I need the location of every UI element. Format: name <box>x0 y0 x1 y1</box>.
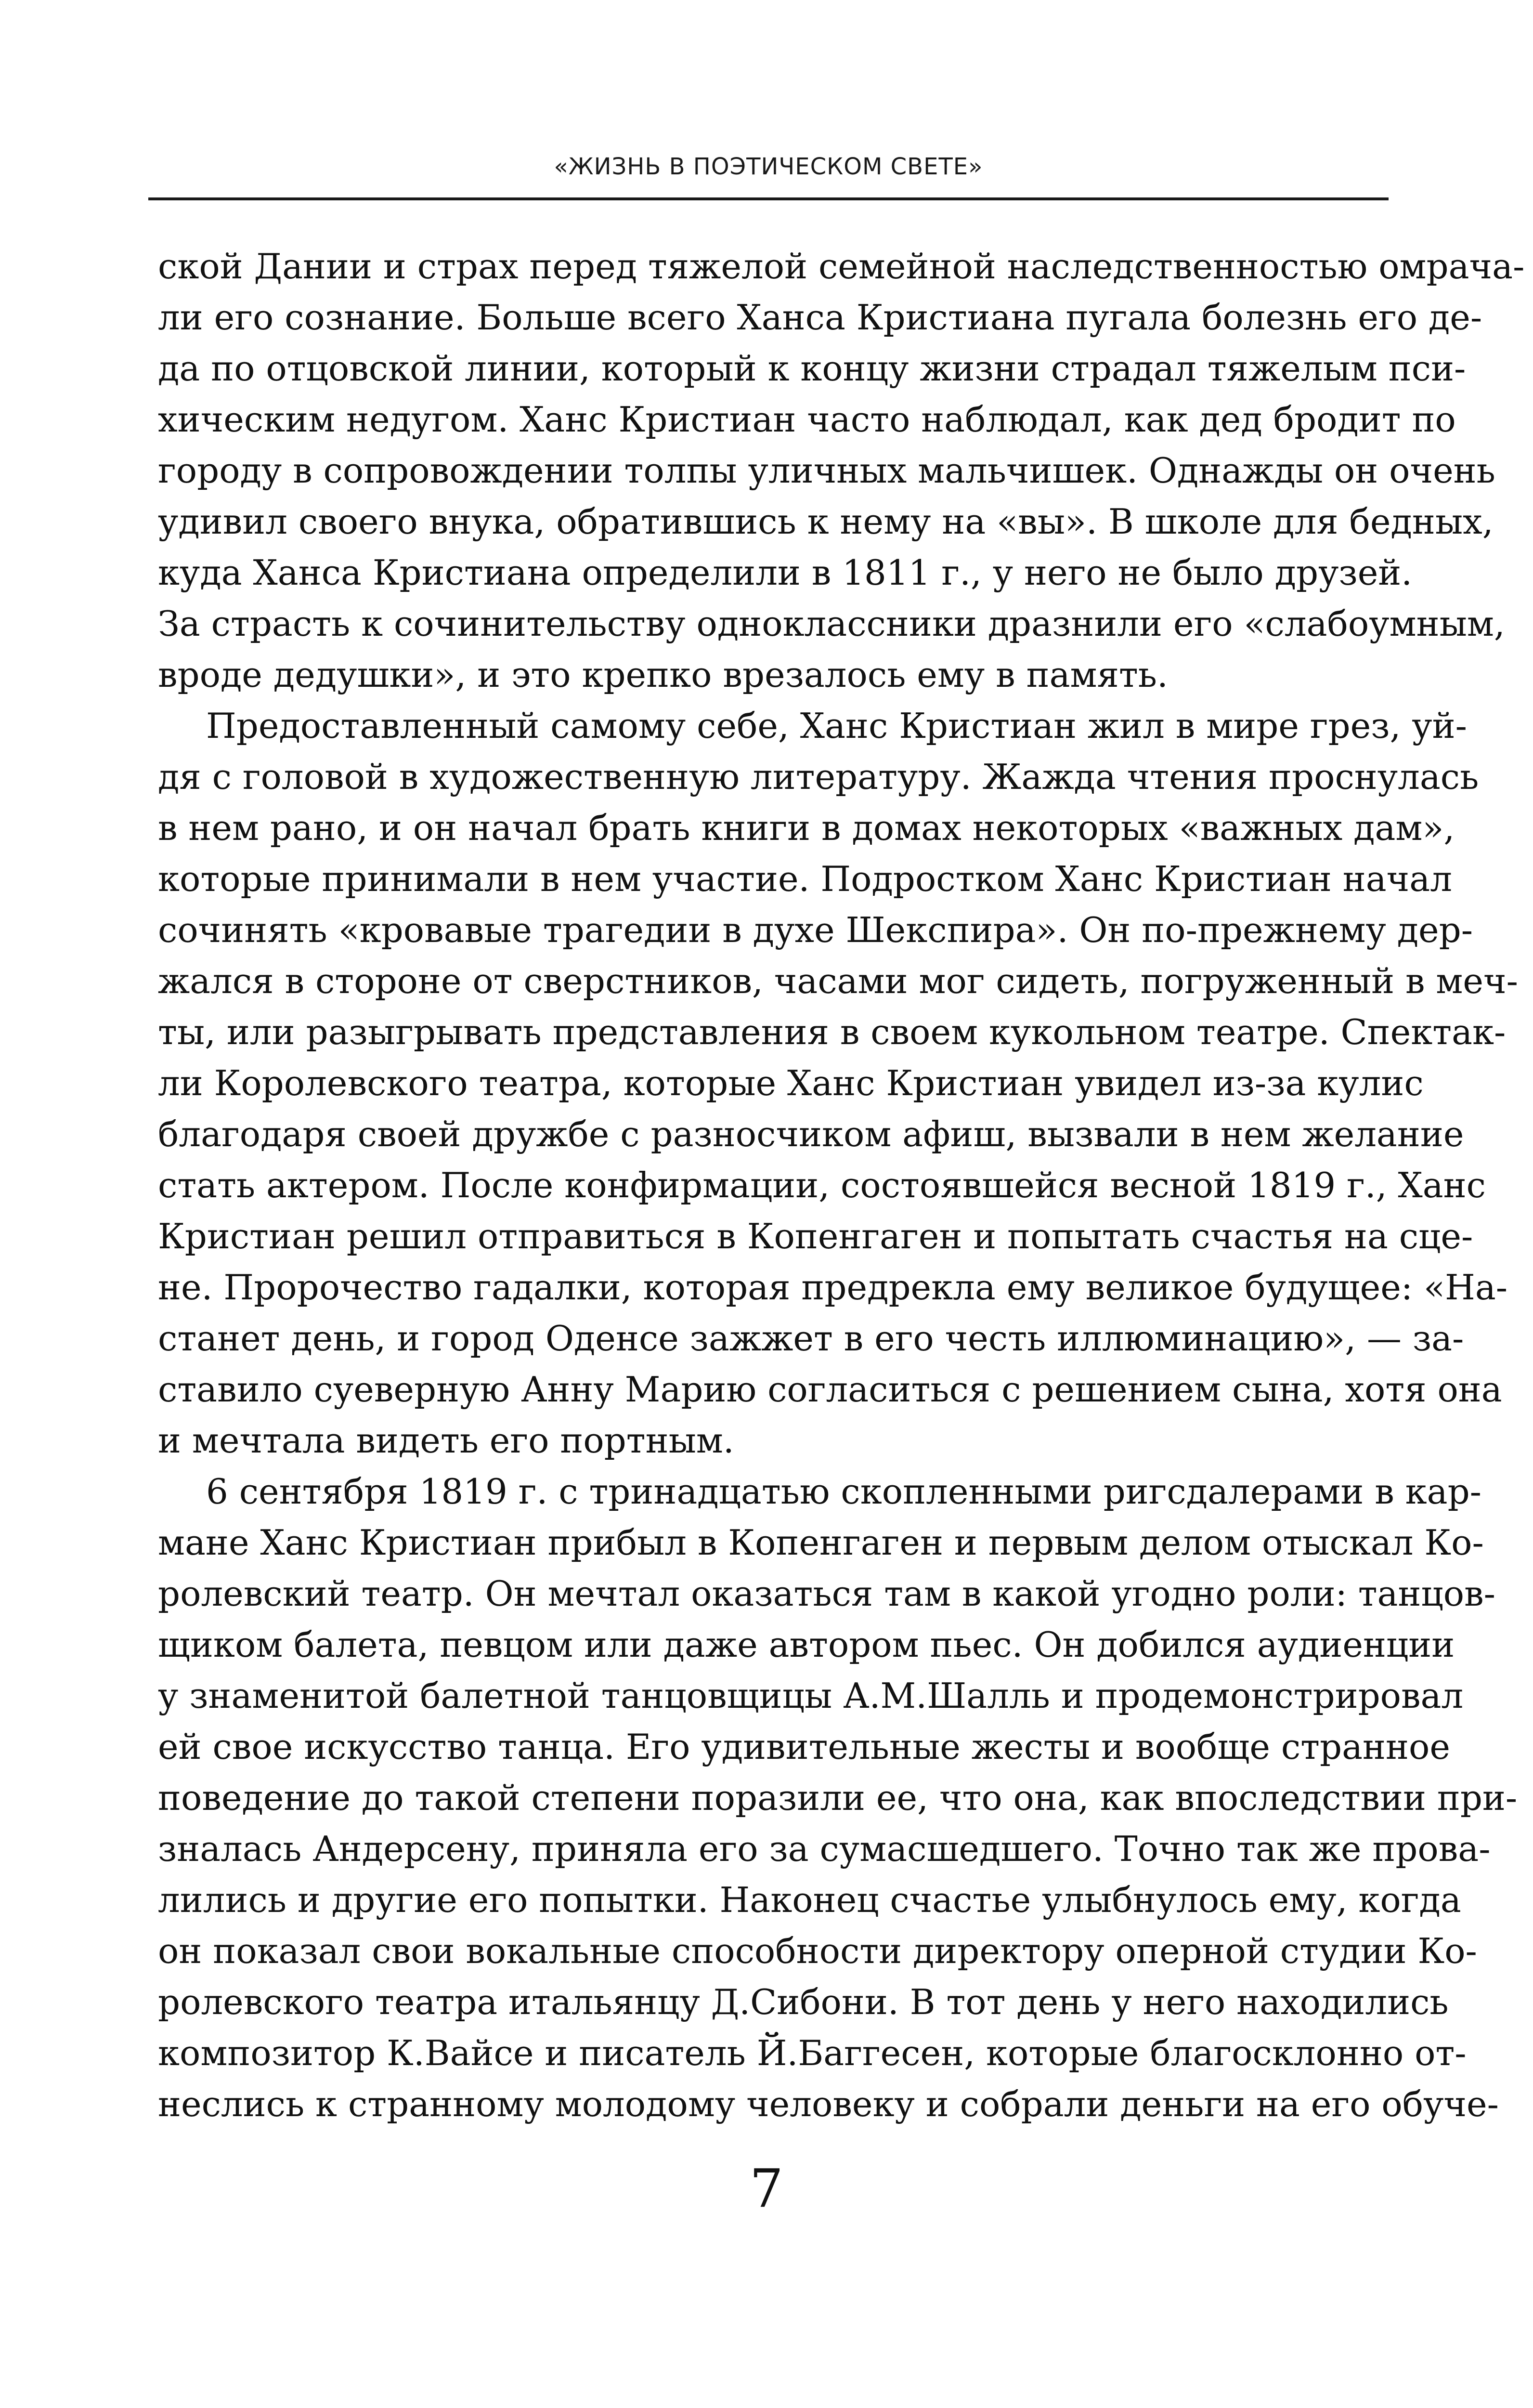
text-line: ставило суеверную Анну Марию согласиться с решением сына, хотя она <box>158 1369 1502 1410</box>
body-text <box>158 241 1525 2130</box>
text-line: станет день, и город Оденсе зажжет в его честь иллюминацию», — за- <box>158 1318 1464 1359</box>
text-line: куда Ханса Кристиана определили в 1811 г., у него не было друзей. <box>158 552 1413 593</box>
running-header: «ЖИЗНЬ В ПОЭТИЧЕСКОМ СВЕТЕ» <box>554 153 983 180</box>
text-line: стать актером. После конфирмации, состоявшейся весной 1819 г., Ханс <box>158 1165 1486 1205</box>
text-line: жался в стороне от сверстников, часами мог сидеть, погруженный в меч- <box>158 961 1518 1001</box>
text-line: ли Королевского театра, которые Ханс Кристиан увидел из-за кулис <box>158 1063 1424 1103</box>
text-line: За страсть к сочинительству одноклассники дразнили его «слабоумным, <box>158 603 1505 644</box>
text-line: не. Пророчество гадалки, которая предрекла ему великое будущее: «На- <box>158 1267 1508 1308</box>
text-line: Предоставленный самому себе, Ханс Кристиан жил в мире грез, уй- <box>206 706 1467 746</box>
text-line: и мечтала видеть его портным. <box>158 1420 734 1461</box>
text-line: лились и другие его попытки. Наконец счастье улыбнулось ему, когда <box>158 1880 1461 1920</box>
text-line: хическим недугом. Ханс Кристиан часто наблюдал, как дед бродит по <box>158 399 1456 440</box>
paragraph <box>158 700 1518 1466</box>
text-line: вроде дедушки», и это крепко врезалось ему в память. <box>158 654 1168 695</box>
text-line: мане Ханс Кристиан прибыл в Копенгаген и первым делом отыскал Ко- <box>158 1522 1484 1563</box>
text-line: которые принимали в нем участие. Подростком Ханс Кристиан начал <box>158 859 1452 899</box>
text-line: ли его сознание. Больше всего Ханса Кристиана пугала болезнь его де- <box>158 297 1482 338</box>
text-line: ролевского театра итальянцу Д.Сибони. В тот день у него находились <box>158 1982 1449 2022</box>
paragraph <box>158 1466 1518 2130</box>
text-line: ты, или разыгрывать представления в своем кукольном театре. Спектак- <box>158 1012 1506 1052</box>
text-line: ей свое искусство танца. Его удивительные жесты и вообще странное <box>158 1727 1450 1767</box>
text-line: городу в сопровождении толпы уличных мальчишек. Однажды он очень <box>158 450 1495 491</box>
text-line: сочинять «кровавые трагедии в духе Шекспира». Он по-прежнему дер- <box>158 910 1473 950</box>
text-line: композитор К.Вайсе и писатель Й.Баггесен, которые благосклонно от- <box>158 2033 1467 2073</box>
text-line: удивил своего внука, обратившись к нему на «вы». В школе для бедных, <box>158 501 1494 542</box>
text-line: в нем рано, и он начал брать книги в домах некоторых «важных дам», <box>158 808 1455 848</box>
text-line: ской Дании и страх перед тяжелой семейной наследственностью омрача- <box>158 246 1525 287</box>
paragraph <box>158 241 1525 700</box>
text-line: щиком балета, певцом или даже автором пьес. Он добился аудиенции <box>158 1624 1455 1665</box>
text-line: неслись к странному молодому человеку и собрали деньги на его обуче- <box>158 2084 1499 2124</box>
header-rule <box>148 197 1389 200</box>
text-line: 6 сентября 1819 г. с тринадцатью скопленными ригсдалерами в кар- <box>206 1471 1481 1512</box>
text-line: благодаря своей дружбе с разносчиком афиш, вызвали в нем желание <box>158 1114 1464 1154</box>
page-number: 7 <box>750 2158 783 2219</box>
text-line: дя с головой в художественную литературу. Жажда чтения проснулась <box>158 757 1479 797</box>
text-line: зналась Андерсену, приняла его за сумасшедшего. Точно так же прова- <box>158 1829 1491 1869</box>
text-line: Кристиан решил отправиться в Копенгаген и попытать счастья на сце- <box>158 1216 1473 1256</box>
text-line: ролевский театр. Он мечтал оказаться там в какой угодно роли: танцов- <box>158 1573 1495 1614</box>
text-line: поведение до такой степени поразили ее, что она, как впоследствии при- <box>158 1778 1518 1818</box>
text-line: он показал свои вокальные способности директору оперной студии Ко- <box>158 1931 1477 1971</box>
text-line: да по отцовской линии, который к концу жизни страдал тяжелым пси- <box>158 348 1466 389</box>
text-line: у знаменитой балетной танцовщицы А.М.Шалль и продемонстрировал <box>158 1675 1464 1716</box>
